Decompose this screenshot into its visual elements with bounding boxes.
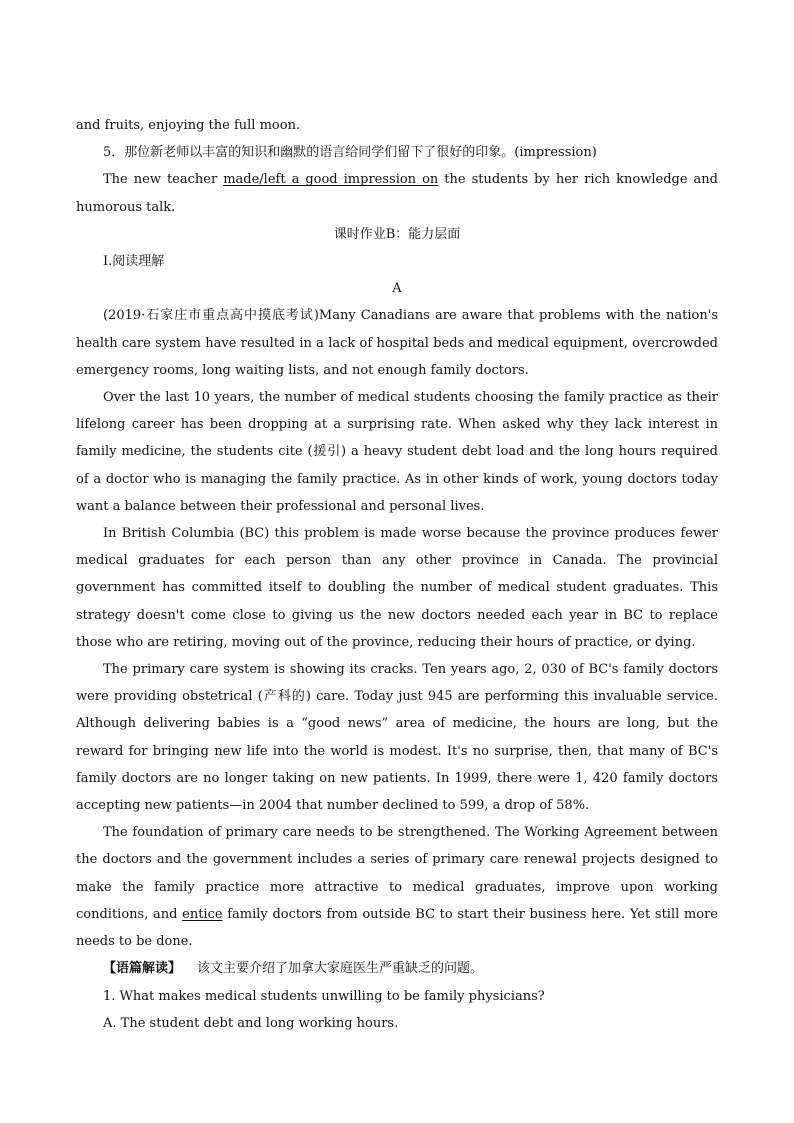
answer-text-after: the students by her rich knowledge and humorous talk. <box>76 172 719 215</box>
underlined-word-entice: entice <box>182 906 223 922</box>
answer-text-before: The new teacher <box>103 172 224 188</box>
passage-analysis <box>76 955 718 982</box>
passage-paragraph-1: (2019·石家庄市重点高中摸底考试)Many Canadians are aware that problems with the nation's health care system have resulted in a lack of hospital beds and medical equipment, overcrowded emergency rooms, long waiting lists, and not enough family doctors. <box>76 308 718 378</box>
passage-paragraph-2: Over the last 10 years, the number of medical students choosing the family practice as their lifelong career has been dropping at a surprising rate. When asked why they lack interest in family medicine, the students cite (援引) a heavy student debt load and the long hours required of a doctor who is managing the family practice. As in other kinds of work, young doctors today want a balance between their professional and personal lives. <box>76 390 718 514</box>
translation-item-5-prompt: 5．那位新老师以丰富的知识和幽默的语言给同学们留下了很好的印象。(impression) <box>103 145 597 161</box>
translation-item-5-answer <box>76 166 718 220</box>
section-title: 课时作业B：能力层面 <box>333 226 461 242</box>
document-page <box>76 112 718 1037</box>
passage-paragraph-3: In British Columbia (BC) this problem is made worse because the province produces fewer medical graduates for each person than any other province in Canada. The provincial government has committed itself to doubling the number of medical student graduates. This strategy doesn't come close to giving us the new doctors needed each year in BC to replace those who are retiring, moving out of the province, reducing their hours of practice, or dying. <box>76 526 718 650</box>
analysis-label: 【语篇解读】 <box>103 961 182 977</box>
passage-paragraph-5 <box>76 819 718 955</box>
question-1-option-a: A. The student debt and long working hours. <box>103 1015 399 1031</box>
paragraph-5-text-after: family doctors from outside BC to start their business here. Yet still more needs to be done. <box>76 906 718 950</box>
passage-paragraph-4: The primary care system is showing its cracks. Ten years ago, 2, 030 of BC's family doctors were providing obstetrical (产科的) care. Today just 945 are performing this invaluable service. Although delivering babies is a “good news” area of medicine, the hours are long, but the reward for bringing new life into the world is modest. It's no surprise, then, that many of BC's family doctors are no longer taking on new patients. In 1999, there were 1, 420 family doctors accepting new patients—in 2004 that number declined to 599, a drop of 58%. <box>76 662 718 814</box>
continued-line: and fruits, enjoying the full moon. <box>76 118 301 133</box>
question-1-stem: 1. What makes medical students unwilling to be family physicians? <box>103 988 545 1004</box>
passage-label: A <box>392 281 402 297</box>
answer-underlined-phrase: made/left a good impression on <box>223 172 439 188</box>
paragraph-5-text-before: The foundation of primary care needs to be strengthened. The Working Agreement between the doctors and the government includes a series of primary care renewal projects designed to make the family practice more attractive to medical graduates, improve upon working conditions, and <box>76 825 718 922</box>
analysis-text: 该文主要介绍了加拿大家庭医生严重缺乏的问题。 <box>197 961 484 977</box>
part-heading: Ⅰ.阅读理解 <box>103 254 165 270</box>
